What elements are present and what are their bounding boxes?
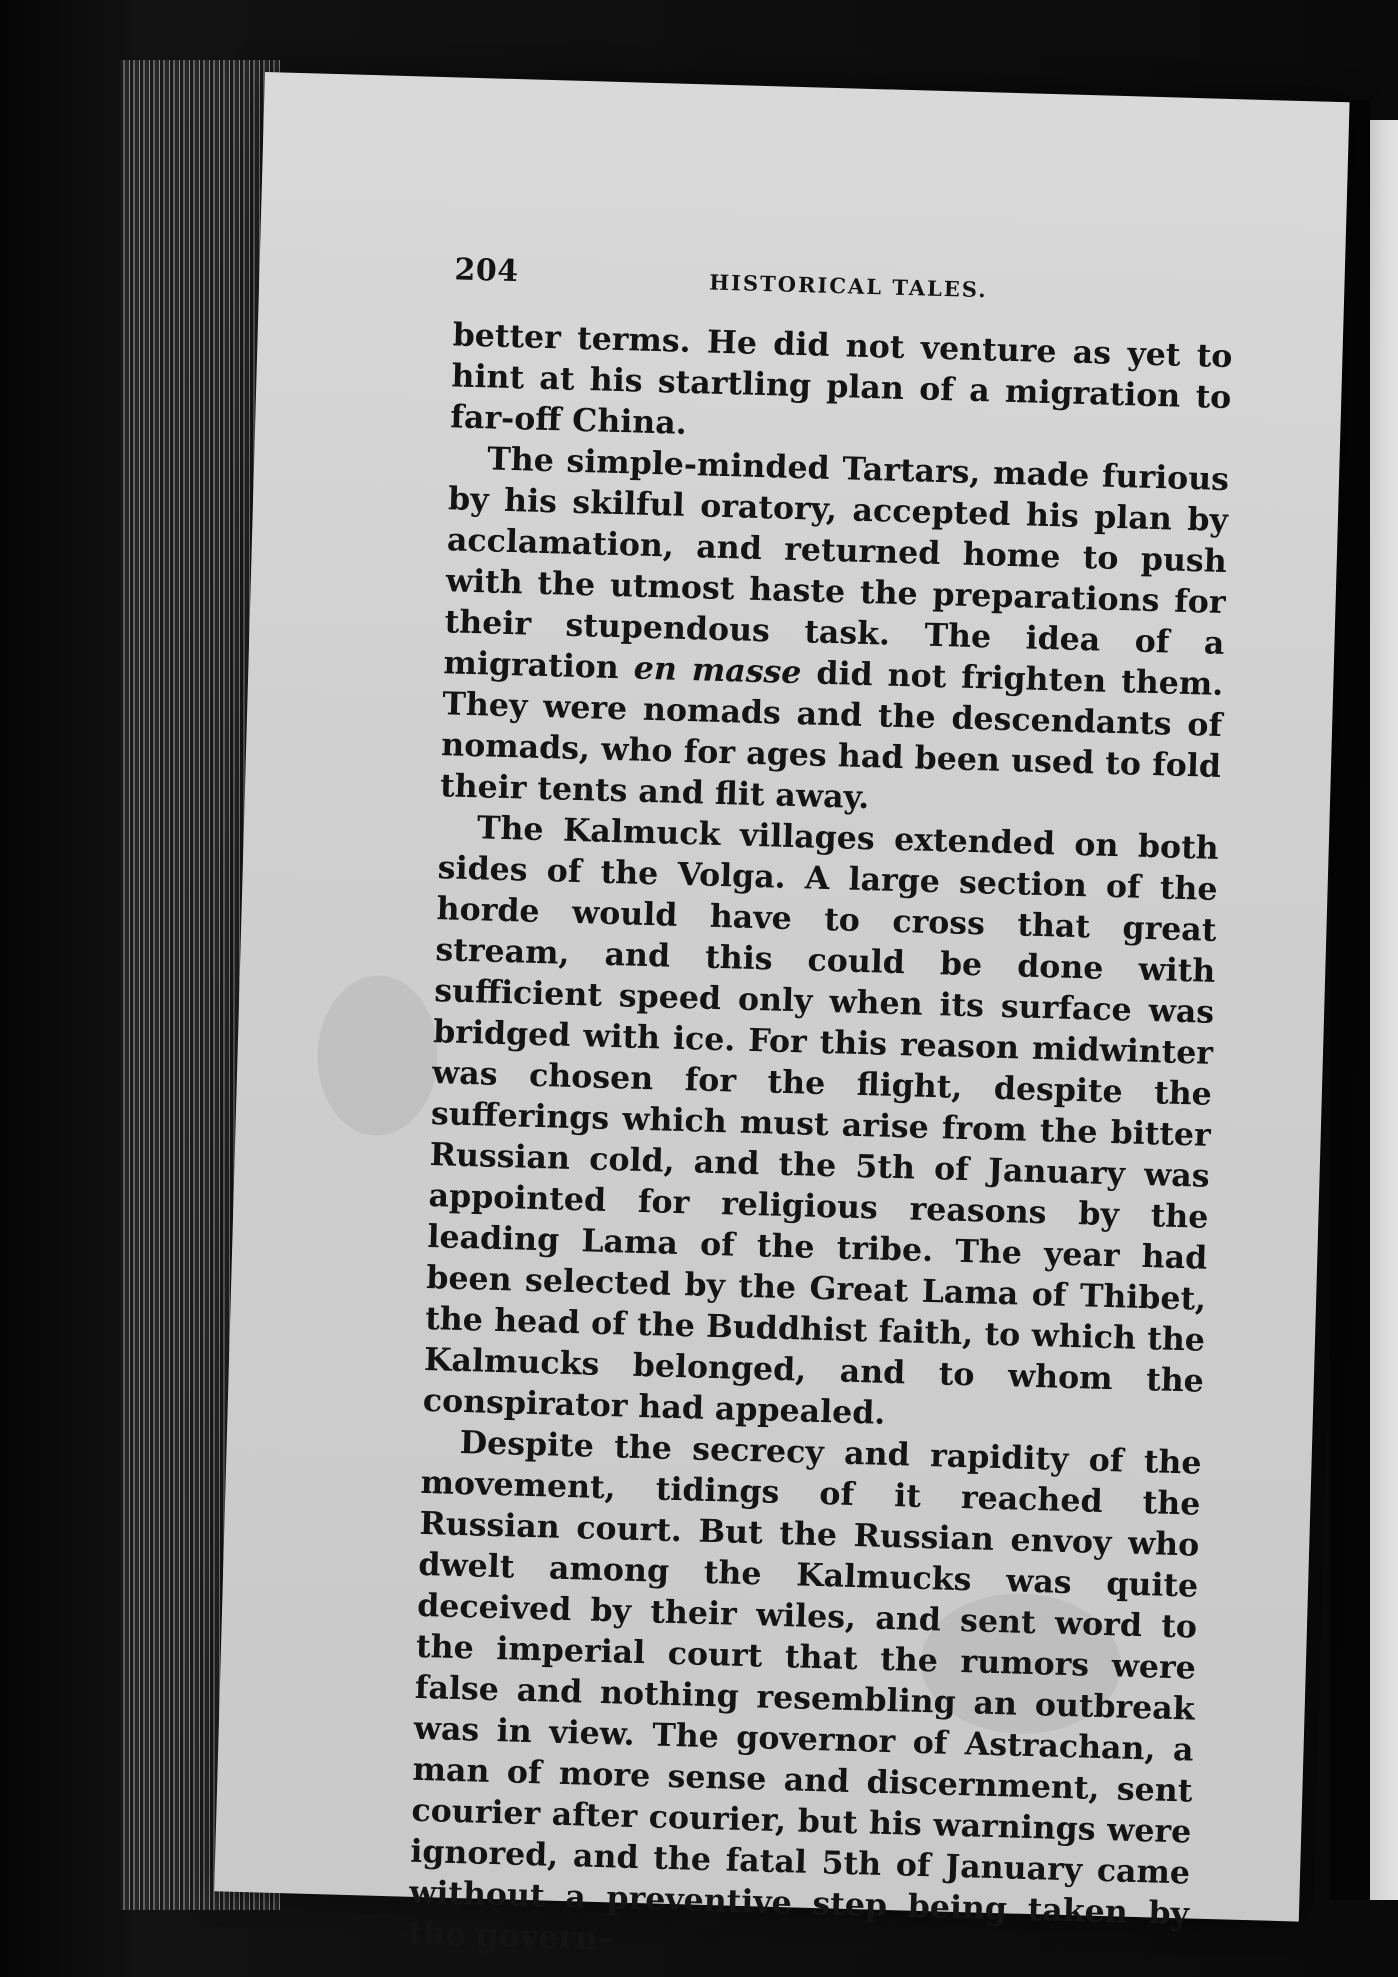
italic-phrase: en masse bbox=[633, 649, 802, 692]
paragraph-russian-court bbox=[408, 1421, 1203, 1976]
paragraph-text: The simple-minded Tartars, made furious by his skilful oratory, accepted his plan by acclamation, and returned home to push with the utmost haste the preparations for their stupendous task. The idea of a migration bbox=[443, 440, 1230, 687]
paragraph-text: better terms. He did not venture as yet to hint at his startling plan of a migration to far-off China. bbox=[449, 316, 1233, 442]
paragraph-tartars bbox=[440, 437, 1230, 828]
book-page bbox=[214, 72, 1349, 1958]
next-page-strip bbox=[1370, 120, 1398, 1900]
page-content bbox=[408, 252, 1235, 1975]
page-number: 204 bbox=[454, 252, 520, 290]
running-head: HISTORICAL TALES. bbox=[708, 269, 988, 303]
paragraph-kalmuck-villages bbox=[422, 806, 1219, 1443]
paper-stain bbox=[315, 974, 439, 1137]
paragraph-continuation bbox=[450, 314, 1233, 459]
paragraph-text: did not frighten them. They were nomads and the descendants of nomads, who for ages had been used to fold their tents and flit away. bbox=[439, 654, 1224, 817]
paragraph-text: Despite the secrecy and rapidity of the movement, tidings of it reached the Russian court. But the Russian envoy who dwelt among the Kalmucks was quite deceived by their wiles, and sent word to the imperial court that the rumors were false and nothing resembling an outbreak was in view. The governor of Astrachan, a man of more sense and discernment, sent courier after courier, but his warnings were ignored, and the fatal 5th of January came without a preventive step being taken by the govern- bbox=[407, 1423, 1203, 1958]
paragraph-text: The Kalmuck villages extended on both sides of the Volga. A large section of the horde would have to cross that great stream, and this could be done with sufficient speed only when its surface was bridged with ice. For this reason midwinter was chosen for the flight, despite the sufferings which must arise from the bitter Russian cold, and the 5th of January was appointed for religious reasons by the leading Lama of the tribe. The year had been selected by the Great Lama of Thibet, the head of the Buddhist faith, to which the Kalmucks belonged, and to whom the conspirator had appealed. bbox=[422, 809, 1220, 1432]
